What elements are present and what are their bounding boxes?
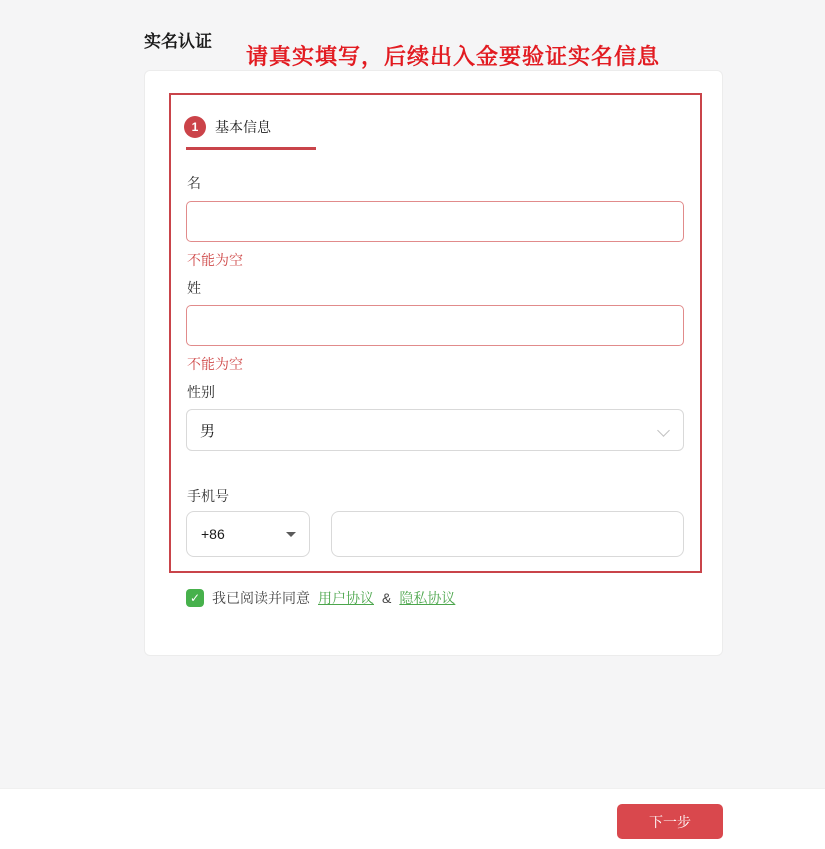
gender-selected-value: 男 bbox=[200, 422, 216, 440]
last-name-input[interactable] bbox=[186, 305, 684, 346]
user-agreement-link[interactable]: 用户协议 bbox=[318, 590, 374, 606]
form-card bbox=[144, 70, 723, 656]
agreement-separator: & bbox=[382, 590, 392, 606]
last-name-error: 不能为空 bbox=[187, 356, 243, 372]
agreement-checkbox[interactable] bbox=[186, 589, 204, 607]
country-code-select[interactable] bbox=[186, 511, 310, 557]
page-title: 实名认证 bbox=[144, 32, 212, 51]
chevron-down-icon bbox=[658, 425, 669, 436]
gender-label: 性别 bbox=[187, 384, 215, 400]
phone-number-input[interactable] bbox=[331, 511, 684, 557]
step-indicator bbox=[184, 116, 271, 138]
agreement-text: 我已阅读并同意 bbox=[212, 590, 310, 606]
warning-text: 请真实填写，后续出入金要验证实名信息 bbox=[246, 44, 661, 69]
first-name-label: 名 bbox=[187, 175, 201, 191]
phone-label: 手机号 bbox=[187, 488, 229, 504]
first-name-error: 不能为空 bbox=[187, 252, 243, 268]
next-step-button[interactable]: 下一步 bbox=[617, 804, 723, 839]
first-name-input[interactable] bbox=[186, 201, 684, 242]
agreement-row bbox=[186, 588, 455, 608]
gender-select[interactable] bbox=[186, 409, 684, 451]
step-label: 基本信息 bbox=[215, 119, 271, 135]
country-code-value: +86 bbox=[201, 526, 225, 542]
step-underline bbox=[186, 147, 316, 150]
footer-bar bbox=[0, 788, 825, 849]
caret-down-icon bbox=[286, 532, 296, 537]
basic-info-section bbox=[169, 93, 702, 573]
step-number-badge: 1 bbox=[184, 116, 206, 138]
privacy-agreement-link[interactable]: 隐私协议 bbox=[399, 590, 456, 606]
last-name-label: 姓 bbox=[187, 280, 201, 296]
